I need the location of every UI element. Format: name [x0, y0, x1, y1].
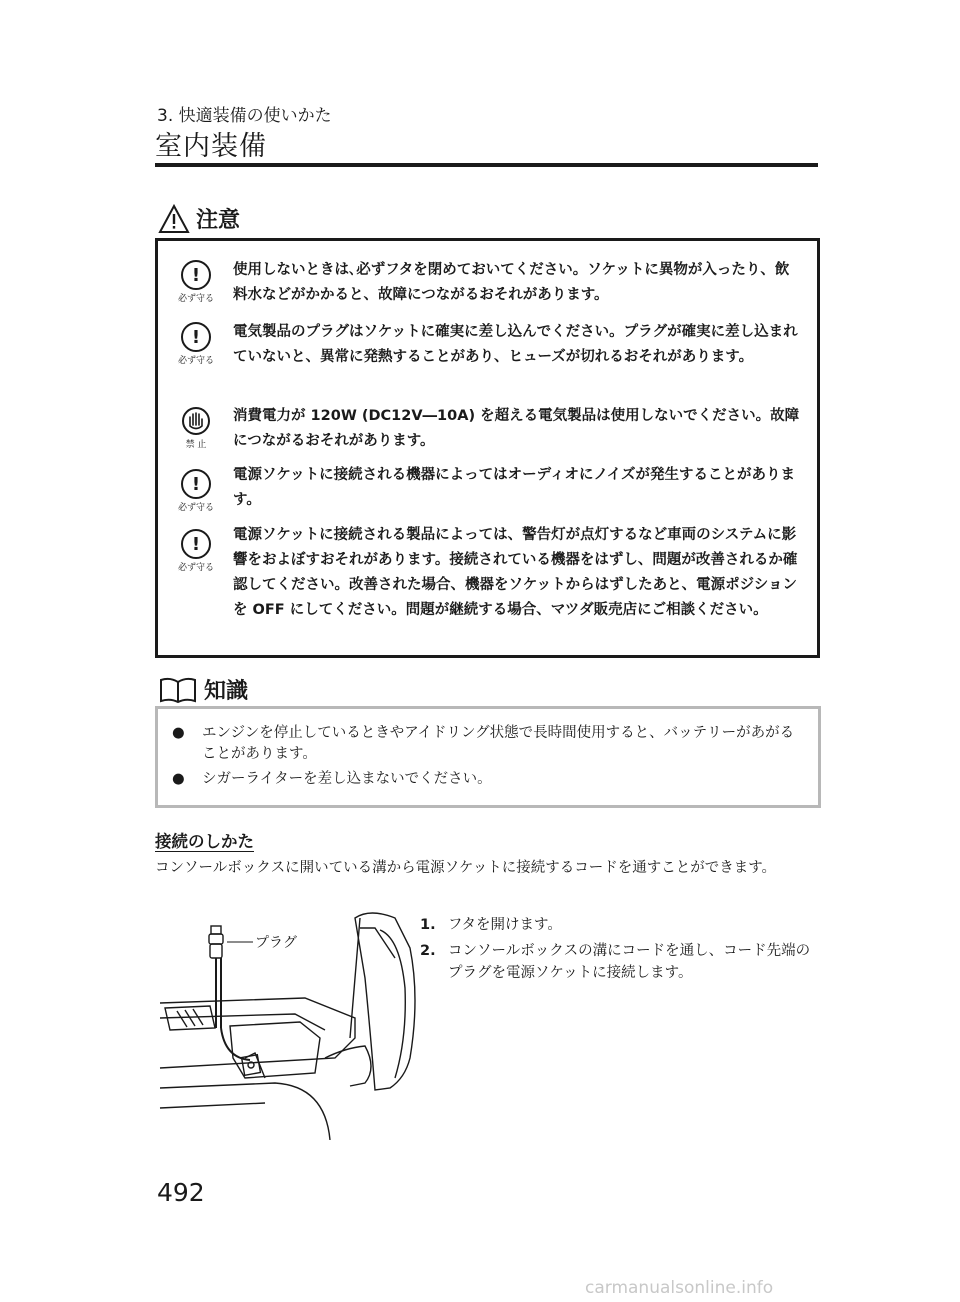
prohibited-hand-icon: 禁 止	[174, 406, 218, 450]
console-illustration	[155, 908, 425, 1140]
plug-label: プラグ	[255, 935, 297, 951]
caution-heading	[158, 203, 240, 234]
caution-heading-label: 注意	[196, 208, 241, 233]
step-item	[420, 914, 820, 936]
knowledge-text: エンジンを停止しているときやアイドリング状態で長時間使用すると、バッテリーがあがることがあります。	[202, 725, 795, 762]
caution-text: 消費電力が 120W (DC12V―10A) を超える電気製品は使用しないでください。故障につながるおそれがあります。	[233, 408, 800, 449]
caution-text: 使用しないときは､必ずフタを閉めておいてください。ソケットに異物が入ったり、飲料水などがかかると、故障につながるおそれがあります。	[233, 262, 790, 303]
mandatory-icon: ! 必ず守る	[174, 260, 218, 304]
step-text: フタを開けます。	[448, 917, 562, 933]
warning-triangle-icon	[158, 204, 190, 234]
step-text: コンソールボックスの溝にコードを通し、コード先端のプラグを電源ソケットに接続します。	[448, 943, 811, 981]
page-number: 492	[157, 1178, 205, 1207]
knowledge-heading	[158, 674, 248, 705]
section-heading: 接続のしかた	[155, 832, 254, 851]
section-subtitle: 3. 快適装備の使いかた	[157, 106, 332, 126]
title-divider	[155, 163, 818, 167]
knowledge-text: シガーライターを差し込まないでください。	[202, 771, 492, 787]
caution-text: 電源ソケットに接続される機器によってはオーディオにノイズが発生することがあります。	[233, 467, 796, 508]
book-icon	[158, 676, 198, 704]
caution-text: 電源ソケットに接続される製品によっては、警告灯が点灯するなど車両のシステムに影響をおよぼすおそれがあります。接続されている機器をはずし、問題が改善されるか確認してください。改善された場合、機器をソケットからはずしたあと、電源ポジションを OFF にしてください。問題が継続する場合、マツダ販売店にご相談ください。	[233, 527, 798, 618]
section-body: コンソールボックスに開いている溝から電源ソケットに接続するコードを通すことができます。	[155, 860, 777, 876]
steps-list	[420, 914, 820, 984]
caution-text: 電気製品のプラグはソケットに確実に差し込んでください。プラグが確実に差し込まれていないと、異常に発熱することがあり、ヒューズが切れるおそれがあります。	[233, 324, 798, 365]
mandatory-icon: ! 必ず守る	[174, 322, 218, 366]
knowledge-box	[155, 706, 821, 808]
caution-box	[155, 238, 820, 658]
bullet: ●	[172, 725, 185, 741]
bullet: ●	[172, 771, 185, 787]
step-item	[420, 940, 820, 984]
page-title: 室内装備	[155, 131, 267, 162]
mandatory-icon: ! 必ず守る	[174, 529, 218, 573]
watermark: carmanualsonline.info	[585, 1278, 774, 1298]
step-number: 2.	[420, 943, 436, 959]
step-number: 1.	[420, 917, 436, 933]
mandatory-icon: ! 必ず守る	[174, 469, 218, 513]
knowledge-heading-label: 知識	[204, 679, 249, 704]
